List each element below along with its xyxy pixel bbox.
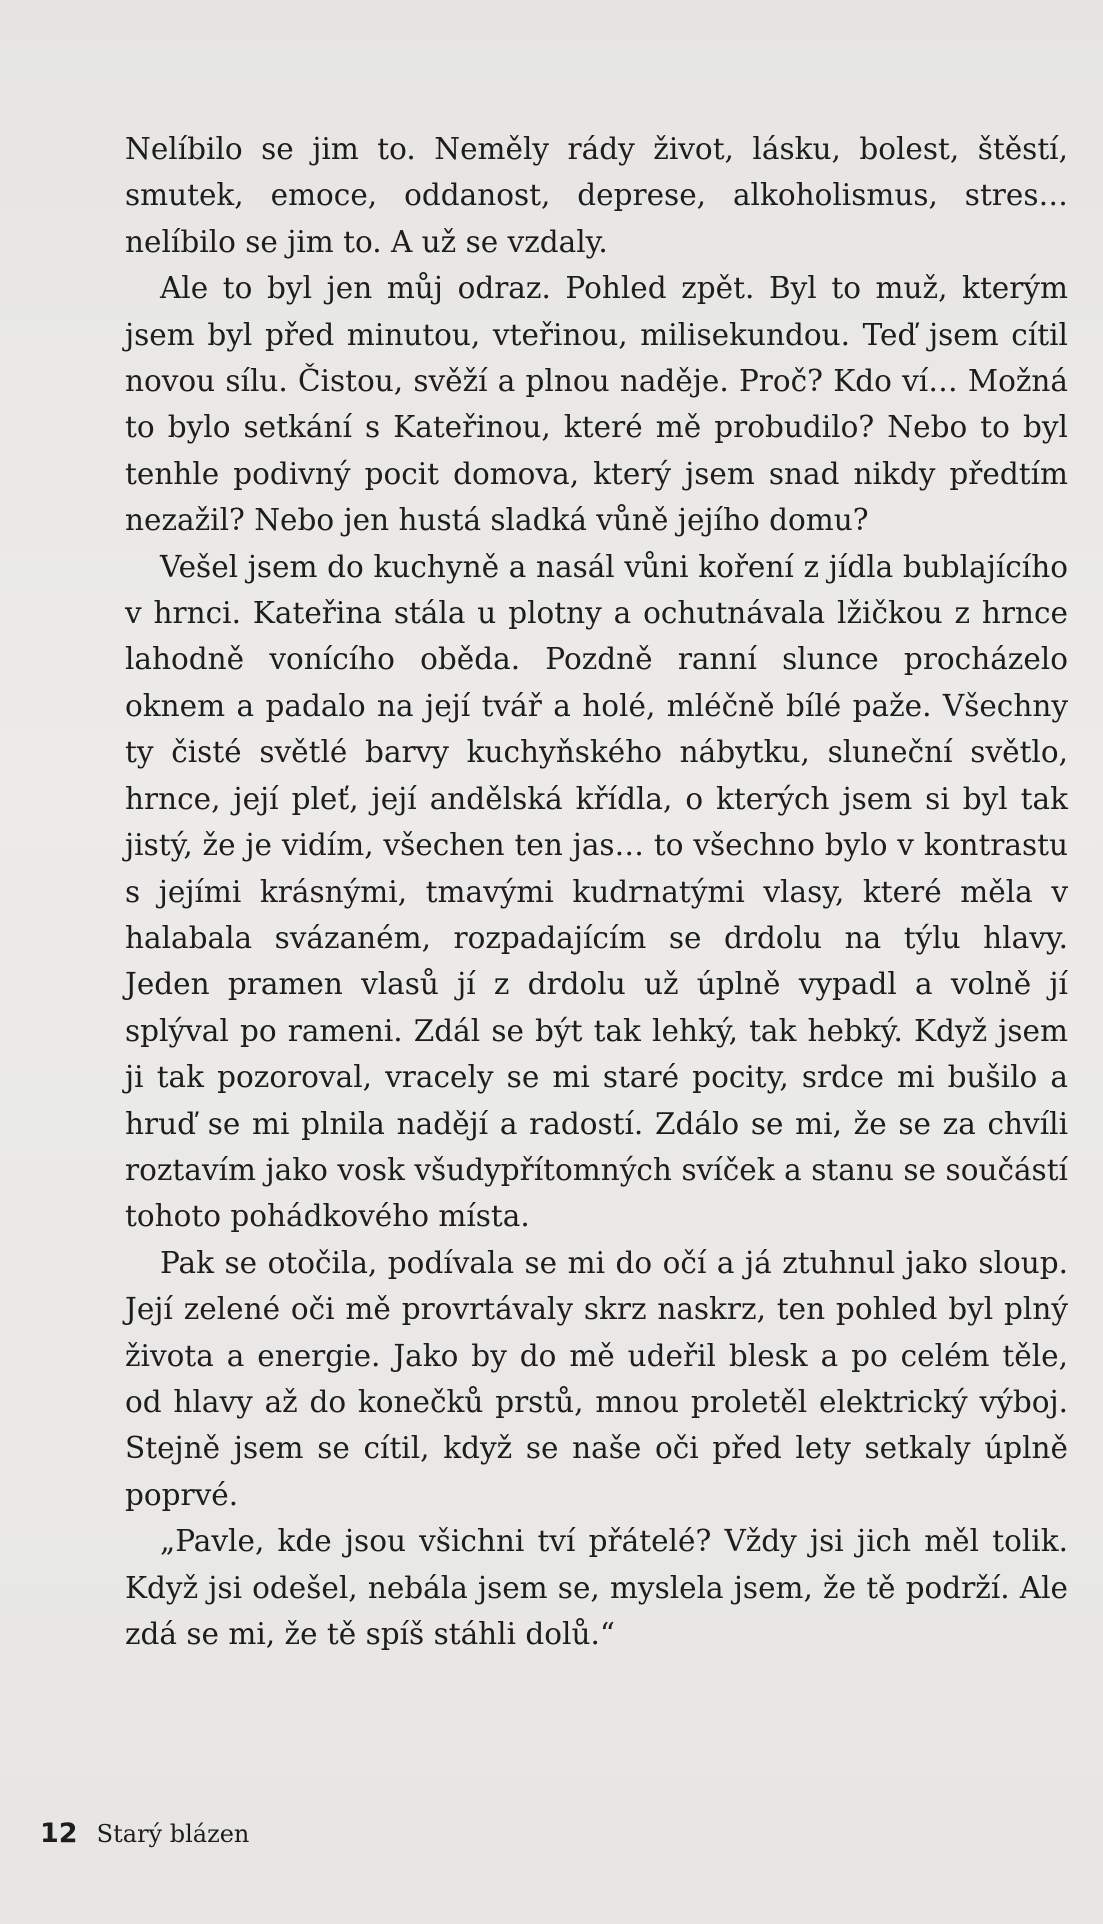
paragraph-4: Pak se otočila, podívala se mi do očí a já ztuhnul jako sloup. Její zelené oči mě provrtávaly skrz naskrz, ten pohled byl plný života a energie. Jako by do mě udeřil blesk a po celém těle, od hlavy až do konečků prstů, mnou proletěl elektrický výboj. Stejně jsem se cítil, když se naše oči před lety setkaly úplně poprvé.	[125, 1245, 1068, 1512]
paragraph-5: „Pavle, kde jsou všichni tví přátelé? Vždy jsi jich měl tolik. Když jsi odešel, nebála jsem se, myslela jsem, že tě podrží. Ale zdá se mi, že tě spíš stáhli dolů.“	[125, 1524, 1068, 1651]
paragraph-1: Nelíbilo se jim to. Neměly rády život, lásku, bolest, štěstí, smutek, emoce, oddanost, deprese, alkoholismus, stres… nelíbilo se jim to. A už se vzdaly.	[125, 132, 1068, 259]
page-number: 12	[40, 1818, 78, 1849]
running-title: Starý blázen	[96, 1820, 250, 1848]
page-footer	[40, 1818, 249, 1849]
paragraph-2: Ale to byl jen můj odraz. Pohled zpět. Byl to muž, kterým jsem byl před minutou, vteřinou, milisekundou. Teď jsem cítil novou sílu. Čistou, svěží a plnou naděje. Proč? Kdo ví… Možná to bylo setkání s Kateřinou, které mě probudilo? Nebo to byl tenhle podivný pocit domova, který jsem snad nikdy předtím nezažil? Nebo jen hustá sladká vůně jejího domu?	[125, 271, 1068, 538]
paragraph-3: Vešel jsem do kuchyně a nasál vůni koření z jídla bublajícího v hrnci. Kateřina stála u plotny a ochutnávala lžičkou z hrnce lahodně vonícího oběda. Pozdně ranní slunce procházelo oknem a padalo na její tvář a holé, mléčně bílé paže. Všechny ty čisté světlé barvy kuchyňského nábytku, sluneční světlo, hrnce, její pleť, její andělská křídla, o kterých jsem si byl tak jistý, že je vidím, všechen ten jas… to všechno bylo v kontrastu s jejími krásnými, tmavými kudrnatými vlasy, které měla v halabala svázaném, rozpadajícím se drdolu na týlu hlavy. Jeden pramen vlasů jí z drdolu už úplně vypadl a volně jí splýval po rameni. Zdál se být tak lehký, tak hebký. Když jsem ji tak pozoroval, vracely se mi staré pocity, srdce mi bušilo a hruď se mi plnila nadějí a radostí. Zdálo se mi, že se za chvíli roztavím jako vosk všudypřítomných svíček a stanu se součástí tohoto pohádkového místa.	[125, 549, 1068, 1234]
body-text	[125, 126, 1068, 1657]
